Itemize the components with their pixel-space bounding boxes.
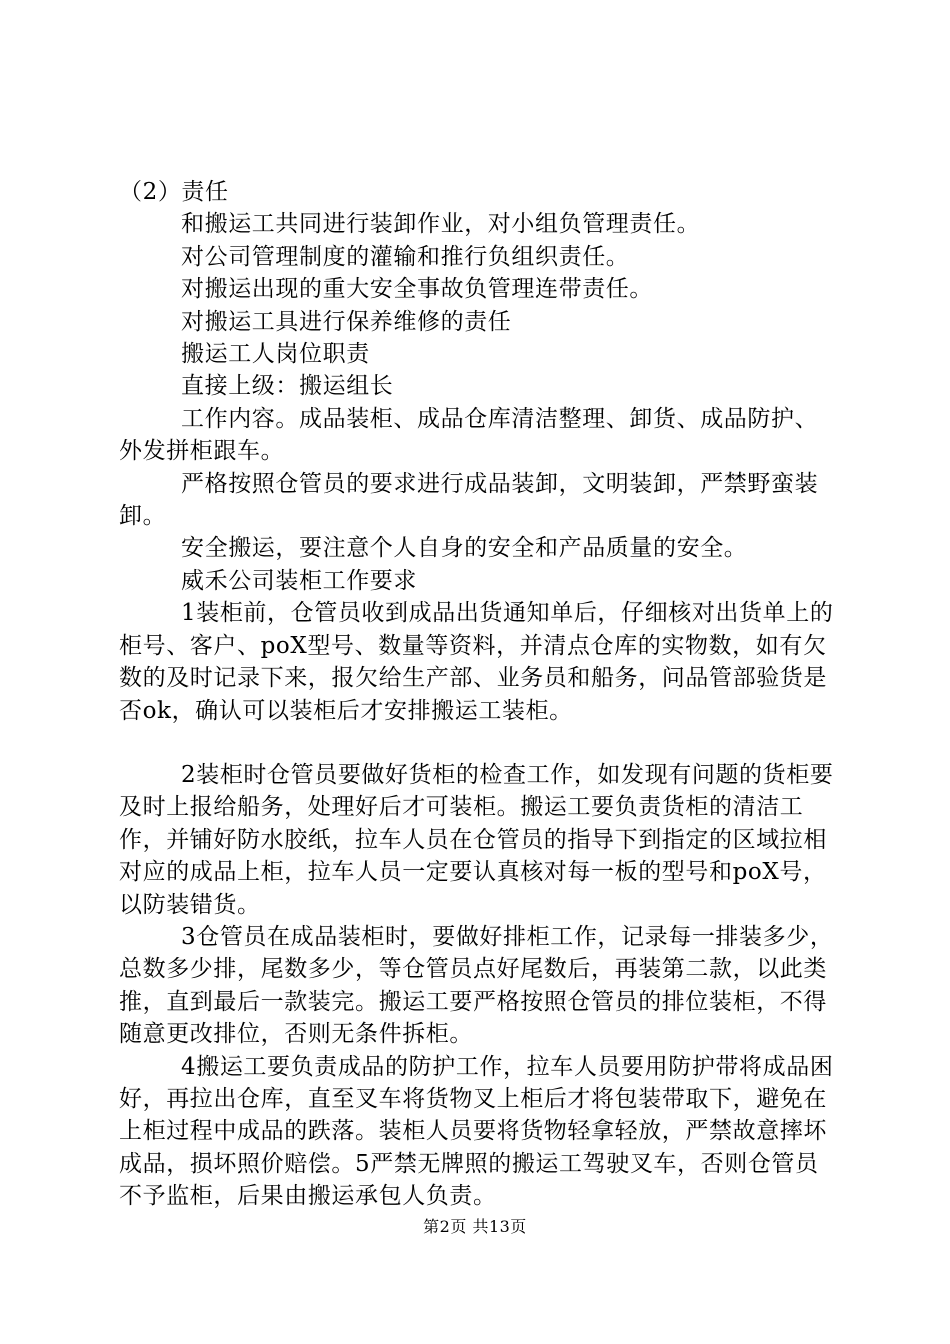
paragraph: 严格按照仓管员的要求进行成品装卸，文明装卸，严禁野蛮装卸。 (119, 470, 819, 530)
paragraph-gap (119, 727, 839, 759)
section-heading-responsibility: （2）责任 (119, 179, 229, 205)
paragraph: 4搬运工要负责成品的防护工作，拉车人员要用防护带将成品困好，再拉出仓库，直至叉车将货物叉上柜后才将包装带取下，避免在上柜过程中成品的跌落。装柜人员要将货物轻拿轻放，严禁故意摔坏成品，损坏照价赔偿。5严禁无牌照的搬运工驾驶叉车，否则仓管员不予监柜，后果由搬运承包人负责。 (119, 1053, 834, 1210)
paragraph: 对公司管理制度的灌输和推行负组织责任。 (181, 243, 630, 270)
paragraph: 1装柜前，仓管员收到成品出货通知单后，仔细核对出货单上的柜号、客户、poX型号、数量等资料，并清点仓库的实物数，如有欠数的及时记录下来，报欠给生产部、业务员和船务，问品管部验货是否ok，确认可以装柜后才安排搬运工装柜。 (119, 600, 834, 724)
paragraph: 对搬运出现的重大安全事故负管理连带责任。 (181, 276, 653, 303)
page-number-footer: 第2页 共13页 (423, 1217, 527, 1236)
paragraph: 安全搬运，要注意个人自身的安全和产品质量的安全。 (181, 535, 748, 562)
document-body (119, 176, 839, 1213)
paragraph: 2装柜时仓管员要做好货柜的检查工作，如发现有问题的货柜要及时上报给船务，处理好后才可装柜。搬运工要负责货柜的清洁工作，并铺好防水胶纸，拉车人员在仓管员的指导下到指定的区域拉相对应的成品上柜，拉车人员一定要认真核对每一板的型号和poX号，以防装错货。 (119, 761, 834, 918)
paragraph: 3仓管员在成品装柜时，要做好排柜工作，记录每一排装多少，总数多少排，尾数多少，等仓管员点好尾数后，再装第二款，以此类推，直到最后一款装完。搬运工要严格按照仓管员的排位装柜，不得随意更改排位，否则无条件拆柜。 (119, 923, 834, 1048)
section-heading-porter-duties: 搬运工人岗位职责 (181, 341, 370, 368)
paragraph: 工作内容。成品装柜、成品仓库清洁整理、卸货、成品防护、外发拼柜跟车。 (119, 405, 819, 465)
paragraph: 和搬运工共同进行装卸作业，对小组负管理责任。 (181, 211, 701, 238)
section-heading-loading-requirements: 威禾公司装柜工作要求 (181, 567, 417, 594)
paragraph: 对搬运工具进行保养维修的责任 (181, 308, 512, 335)
paragraph: 直接上级：搬运组长 (181, 373, 394, 400)
